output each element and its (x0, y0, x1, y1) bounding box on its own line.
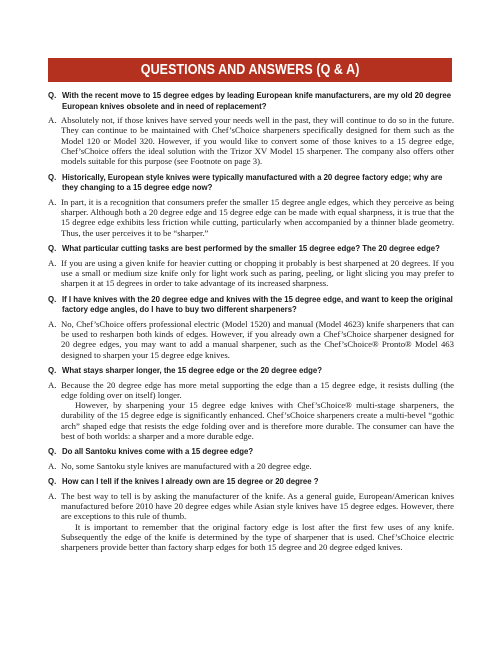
question-label: Q. (48, 294, 57, 304)
answer-label: A. (48, 115, 57, 126)
answer (48, 197, 454, 238)
answer (48, 461, 454, 471)
question-label: Q. (48, 91, 57, 100)
answer-text (61, 380, 454, 442)
qa-item (48, 477, 454, 552)
answer (48, 491, 454, 553)
question (48, 173, 454, 194)
qa-item (48, 295, 454, 360)
answer (48, 115, 454, 166)
answer-label: A. (48, 379, 57, 390)
question (48, 366, 454, 377)
question-text: Do all Santoku knives come with a 15 degree edge? (62, 447, 254, 457)
answer-paragraph: If you are using a given knife for heavier cutting or chopping it probably is best sharpened at 20 degrees. If you use a small or medium size knife only for light work such as paring, peeling, or light slicing you may prefer to sharpen it at 15 degrees in order to take advantage of its increased sharpness. (61, 257, 454, 289)
question (48, 295, 454, 316)
question-label: Q. (48, 365, 57, 375)
question-label: Q. (48, 244, 57, 254)
answer-paragraph: The best way to tell is by asking the manufacturer of the knife. As a general guide, European/American knives manufactured before 2010 have 20 degree edges while Asian style knives have 15 degree edges. However, there are exceptions to this rule of thumb. (61, 490, 454, 522)
question-text: What stays sharper longer, the 15 degree edge or the 20 degree edge? (62, 365, 322, 375)
question-text: What particular cutting tasks are best performed by the smaller 15 degree edge? The 20 degree edge? (62, 244, 440, 254)
question-text: If I have knives with the 20 degree edge and knives with the 15 degree edge, and want to keep the original factory edge angles, do I have to buy two different sharpeners? (62, 294, 453, 315)
answer-paragraph: However, by sharpening your 15 degree edge knives with Chef’sChoice® multi-stage sharpeners, the durability of the 15 degree edge is significantly enhanced. Chef’sChoice sharpeners create a multi-bevel “gothic arch” shaped edge that resists the edge folding over and is therefore more durable. The consumer can have the best of both worlds: a sharper and a more durable edge. (61, 400, 454, 441)
answer-label: A. (48, 460, 57, 471)
answer-text (61, 197, 454, 238)
question-label: Q. (48, 447, 57, 457)
answer-label: A. (48, 490, 57, 501)
question-text: With the recent move to 15 degree edges by leading European knife manufacturers, are my old 20 degree European knives obsolete and in need of replacement? (62, 91, 452, 111)
section-header-banner (48, 58, 452, 82)
answer-paragraph: No, Chef’sChoice offers professional electric (Model 1520) and manual (Model 4623) knife sharpeners that can be used to resharpen both kinds of edges. However, if you already own a Chef’sChoice sharpener designed for 20 degree edges, you may want to add a manual sharpener, such as the Chef’sChoice® Pronto® Model 463 designed to sharpen your 15 degree edge knives. (61, 318, 454, 360)
question-text: Historically, European style knives were typically manufactured with a 20 degree factory edge; why are they changing to a 15 degree edge now? (62, 172, 443, 193)
qa-item (48, 173, 454, 238)
question (48, 447, 454, 458)
qa-item (48, 366, 454, 441)
qa-item (48, 91, 454, 167)
question (48, 91, 454, 112)
question-label: Q. (48, 172, 57, 182)
answer-label: A. (48, 257, 57, 268)
question-label: Q. (48, 477, 57, 487)
answer-paragraph: It is important to remember that the original factory edge is lost after the first few uses of any knife. Subsequently the edge of the knife is determined by the type of sharpener that is used. Chef’sChoice electric sharpeners provide better than factory sharp edges for both 15 degree and 20 degree edged knives. (61, 521, 454, 553)
answer (48, 258, 454, 289)
qa-item (48, 244, 454, 288)
answer-text (61, 491, 454, 553)
answer (48, 319, 454, 360)
qa-item (48, 447, 454, 471)
answer-text (61, 258, 454, 289)
qa-list (48, 91, 454, 559)
answer-label: A. (48, 318, 57, 329)
page-title: QUESTIONS AND ANSWERS (Q & A) (140, 62, 360, 78)
answer (48, 380, 454, 442)
answer-text (61, 461, 454, 471)
answer-text (61, 319, 454, 360)
question (48, 244, 454, 255)
answer-paragraph: Absolutely not, if those knives have served your needs well in the past, they will continue to do so in the future. They can continue to be maintained with Chef’sChoice sharpeners specifically designed for them such as the Model 120 or Model 320. However, if you would like to convert some of those knives to a 15 degree edge, Chef’sChoice offers the ideal solution with the Trizor XV Model 15 sharpener. The company also offers other models suitable for this purpose (see Footnote on page 3). (61, 115, 454, 167)
question-text: How can I tell if the knives I already own are 15 degree or 20 degree ? (62, 477, 319, 487)
answer-paragraph: Because the 20 degree edge has more metal supporting the edge than a 15 degree edge, it resists dulling (the edge folding over on itself) longer. (61, 379, 454, 400)
answer-text (61, 115, 454, 166)
answer-paragraph: In part, it is a recognition that consumers prefer the smaller 15 degree angle edges, which they perceive as being sharper. Although both a 20 degree edge and 15 degree edge can be made with equal sharpness, it is true that the 15 degree edge exhibits less friction while cutting, particularly when accompanied by a thinner blade geometry. Thus, the user perceives it to be “sharper.” (61, 196, 454, 238)
answer-paragraph: No, some Santoku style knives are manufactured with a 20 degree edge. (61, 460, 312, 471)
question (48, 477, 454, 488)
answer-label: A. (48, 196, 57, 207)
